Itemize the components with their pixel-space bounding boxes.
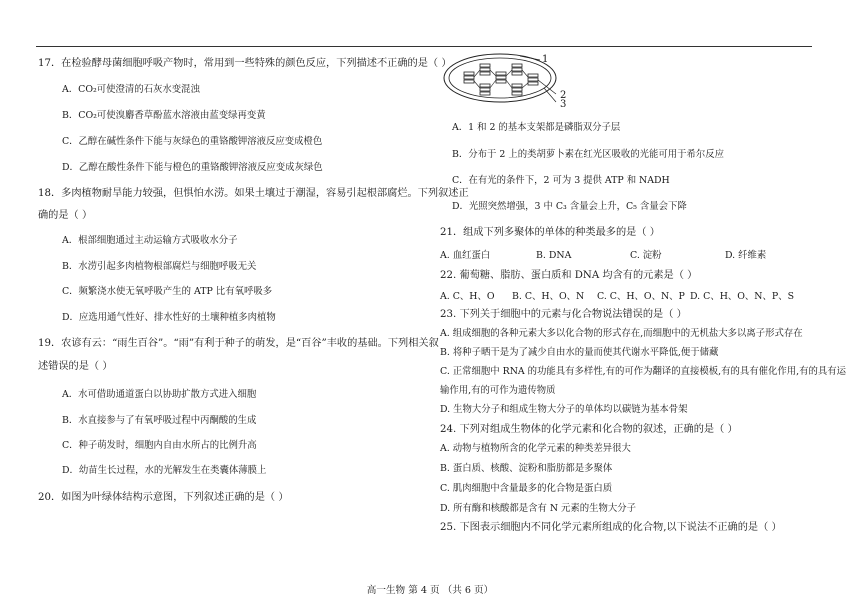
page-footer: 高一生物 第 4 页 （共 6 页）: [366, 585, 494, 596]
q19-option-b: B．水直接参与了有氧呼吸过程中丙酮酸的生成: [62, 415, 257, 426]
chloroplast-diagram: [440, 50, 580, 110]
q24-option-d: D. 所有酶和核酸都是含有 N 元素的生物大分子: [440, 503, 637, 514]
q24-option-b: B. 蛋白质、核酸、淀粉和脂肪都是多聚体: [440, 463, 613, 474]
q21-option-d: D. 纤维素: [725, 250, 767, 261]
q22-option-a: A. C、H、O: [440, 291, 495, 302]
q17-option-a: A．CO₂可使澄清的石灰水变混浊: [62, 84, 200, 95]
q22-option-b: B. C、H、O、N: [512, 291, 585, 302]
q23-option-c-line2: 输作用,有的可作为遗传物质: [440, 385, 556, 396]
q20-option-a: A．1 和 2 的基本支架都是磷脂双分子层: [452, 122, 621, 133]
q18-option-c: C．频繁浇水使无氧呼吸产生的 ATP 比有氧呼吸多: [62, 286, 273, 297]
q17-option-d: D．乙醇在酸性条件下能与橙色的重铬酸钾溶液反应变成灰绿色: [62, 162, 323, 173]
q20-option-c: C．在有光的条件下，2 可为 3 提供 ATP 和 NADH: [452, 175, 670, 186]
q22-option-d: D. C、H、O、N、P、S: [690, 291, 794, 302]
q21-option-a: A. 血红蛋白: [440, 250, 491, 261]
q23-stem: 23. 下列关于细胞中的元素与化合物说法错误的是（ ）: [440, 309, 687, 320]
q19-option-d: D．幼苗生长过程，水的光解发生在类囊体薄膜上: [62, 465, 267, 476]
q20-stem: 20．如图为叶绿体结构示意图，下列叙述正确的是（ ）: [38, 492, 289, 503]
q18-stem-line2: 确的是（ ）: [38, 210, 93, 221]
q22-stem: 22. 葡萄糖、脂肪、蛋白质和 DNA 均含有的元素是（ ）: [440, 270, 698, 281]
q25-stem: 25. 下图表示细胞内不同化学元素所组成的化合物,以下说法不正确的是（ ）: [440, 522, 782, 533]
q19-option-c: C．种子萌发时，细胞内自由水所占的比例升高: [62, 440, 257, 451]
q21-stem: 21．组成下列多聚体的单体的种类最多的是（ ）: [440, 227, 660, 238]
figure-label-2: 2: [560, 90, 567, 101]
q23-option-b: B. 将种子晒干是为了减少自由水的量而使其代谢水平降低,便于储藏: [440, 347, 719, 358]
q19-stem-line1: 19．农谚有云：“雨生百谷”。“雨”有利于种子的萌发，是“百谷”丰收的基础。下列相关叙: [38, 338, 439, 349]
q19-stem-line2: 述错误的是（ ）: [38, 361, 113, 372]
q20-option-d: D．光照突然增强，3 中 C₃ 含量会上升，C₅ 含量会下降: [452, 201, 687, 212]
figure-label-3: 3: [560, 99, 567, 110]
q24-option-a: A. 动物与植物所含的化学元素的种类差异很大: [440, 443, 631, 454]
q21-option-c: C. 淀粉: [630, 250, 662, 261]
q17-stem: 17．在检验酵母菌细胞呼吸产物时，常用到一些特殊的颜色反应，下列描述不正确的是（ ）: [38, 58, 452, 69]
q17-option-b: B．CO₂可使溴麝香草酚蓝水溶液由蓝变绿再变黄: [62, 110, 266, 121]
q17-option-c: C．乙醇在碱性条件下能与灰绿色的重铬酸钾溶液反应变成橙色: [62, 136, 323, 147]
q18-option-a: A．根部细胞通过主动运输方式吸收水分子: [62, 235, 238, 246]
q24-option-c: C. 肌肉细胞中含量最多的化合物是蛋白质: [440, 483, 613, 494]
q21-option-b: B. DNA: [536, 250, 572, 261]
q19-option-a: A．水可借助通道蛋白以协助扩散方式进入细胞: [62, 389, 257, 400]
q23-option-c-line1: C. 正常细胞中 RNA 的功能具有多样性,有的可作为翻译的直接模板,有的具有催化作用,有的具有运: [440, 366, 846, 377]
q18-option-d: D．应选用通气性好、排水性好的土壤种植多肉植物: [62, 312, 276, 323]
q24-stem: 24. 下列对组成生物体的化学元素和化合物的叙述，正确的是（ ）: [440, 424, 738, 435]
q23-option-a: A. 组成细胞的各种元素大多以化合物的形式存在,而细胞中的无机盐大多以离子形式存在: [440, 328, 803, 339]
q22-option-c: C. C、H、O、N、P: [597, 291, 685, 302]
figure-label-1: 1: [542, 54, 549, 65]
q23-option-d: D. 生物大分子和组成生物大分子的单体均以碳链为基本骨架: [440, 404, 688, 415]
q18-option-b: B．水涝引起多肉植物根部腐烂与细胞呼吸无关: [62, 261, 257, 272]
q20-option-b: B．分布于 2 上的类胡萝卜素在红光区吸收的光能可用于希尔反应: [452, 149, 724, 160]
q18-stem-line1: 18．多肉植物耐旱能力较强，但惧怕水涝。如果土壤过于潮湿，容易引起根部腐烂。下列叙述正: [38, 188, 469, 199]
header-rule: [36, 46, 812, 47]
